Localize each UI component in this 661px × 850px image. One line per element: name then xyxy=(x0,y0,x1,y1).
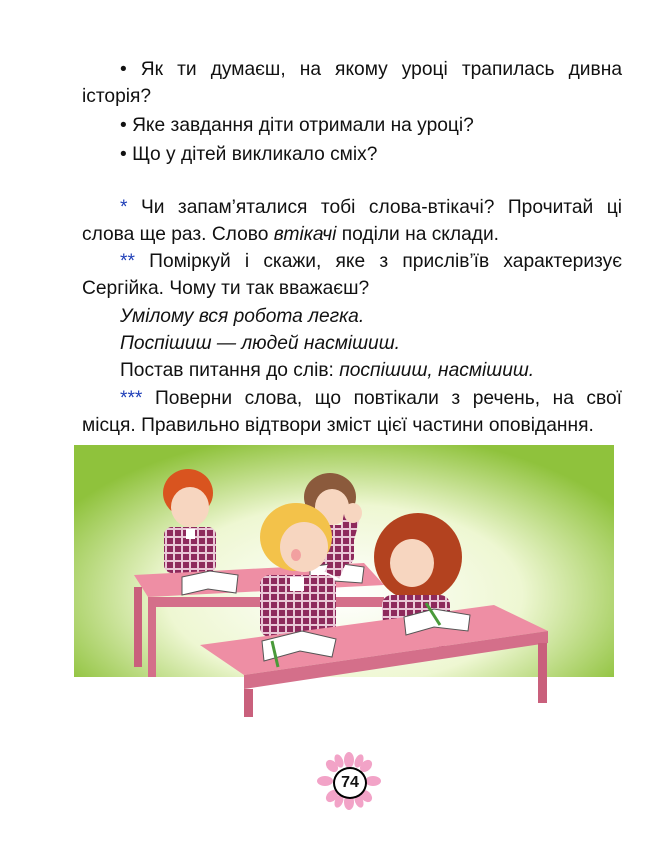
page-number: 74 xyxy=(333,767,367,799)
question-2: • Яке завдання діти отримали на уроці? xyxy=(120,115,474,136)
page-number-badge xyxy=(313,752,385,810)
question-3: • Що у дітей викликало сміх? xyxy=(120,144,378,165)
task-1-line-1: * Чи запам’яталися тобі слова-втікачі? Прочитай ці xyxy=(82,194,622,221)
task-3-line-2: місця. Правильно відтвори зміст цієї частини оповідання. xyxy=(82,415,594,436)
proverb-1: Умілому вся робота легка. xyxy=(120,306,365,327)
task-2-line-1: ** Поміркуй і скажи, яке з прислів’їв характеризує xyxy=(82,248,622,275)
task-2-marker: ** xyxy=(120,251,135,272)
task-2-question: Постав питання до слів: поспішиш, насмішиш. xyxy=(120,360,535,381)
question-1-line-2: історія? xyxy=(82,86,152,107)
proverb-2: Поспішиш — людей насмішиш. xyxy=(120,333,400,354)
task-3-marker: *** xyxy=(120,388,143,409)
bullet: • xyxy=(120,59,127,80)
task-1-line-2: слова ще раз. Слово втікачі поділи на склади. xyxy=(82,224,500,245)
task-3-line-1: *** Поверни слова, що повтікали з речень, на свої xyxy=(82,385,622,412)
classroom-illustration xyxy=(74,445,614,717)
task-1-marker: * xyxy=(120,197,128,218)
task-2-line-2: Сергійка. Чому ти так вважаєш? xyxy=(82,278,370,299)
question-1-line-1: • Як ти думаєш, на якому уроці трапилась дивна xyxy=(82,56,622,83)
